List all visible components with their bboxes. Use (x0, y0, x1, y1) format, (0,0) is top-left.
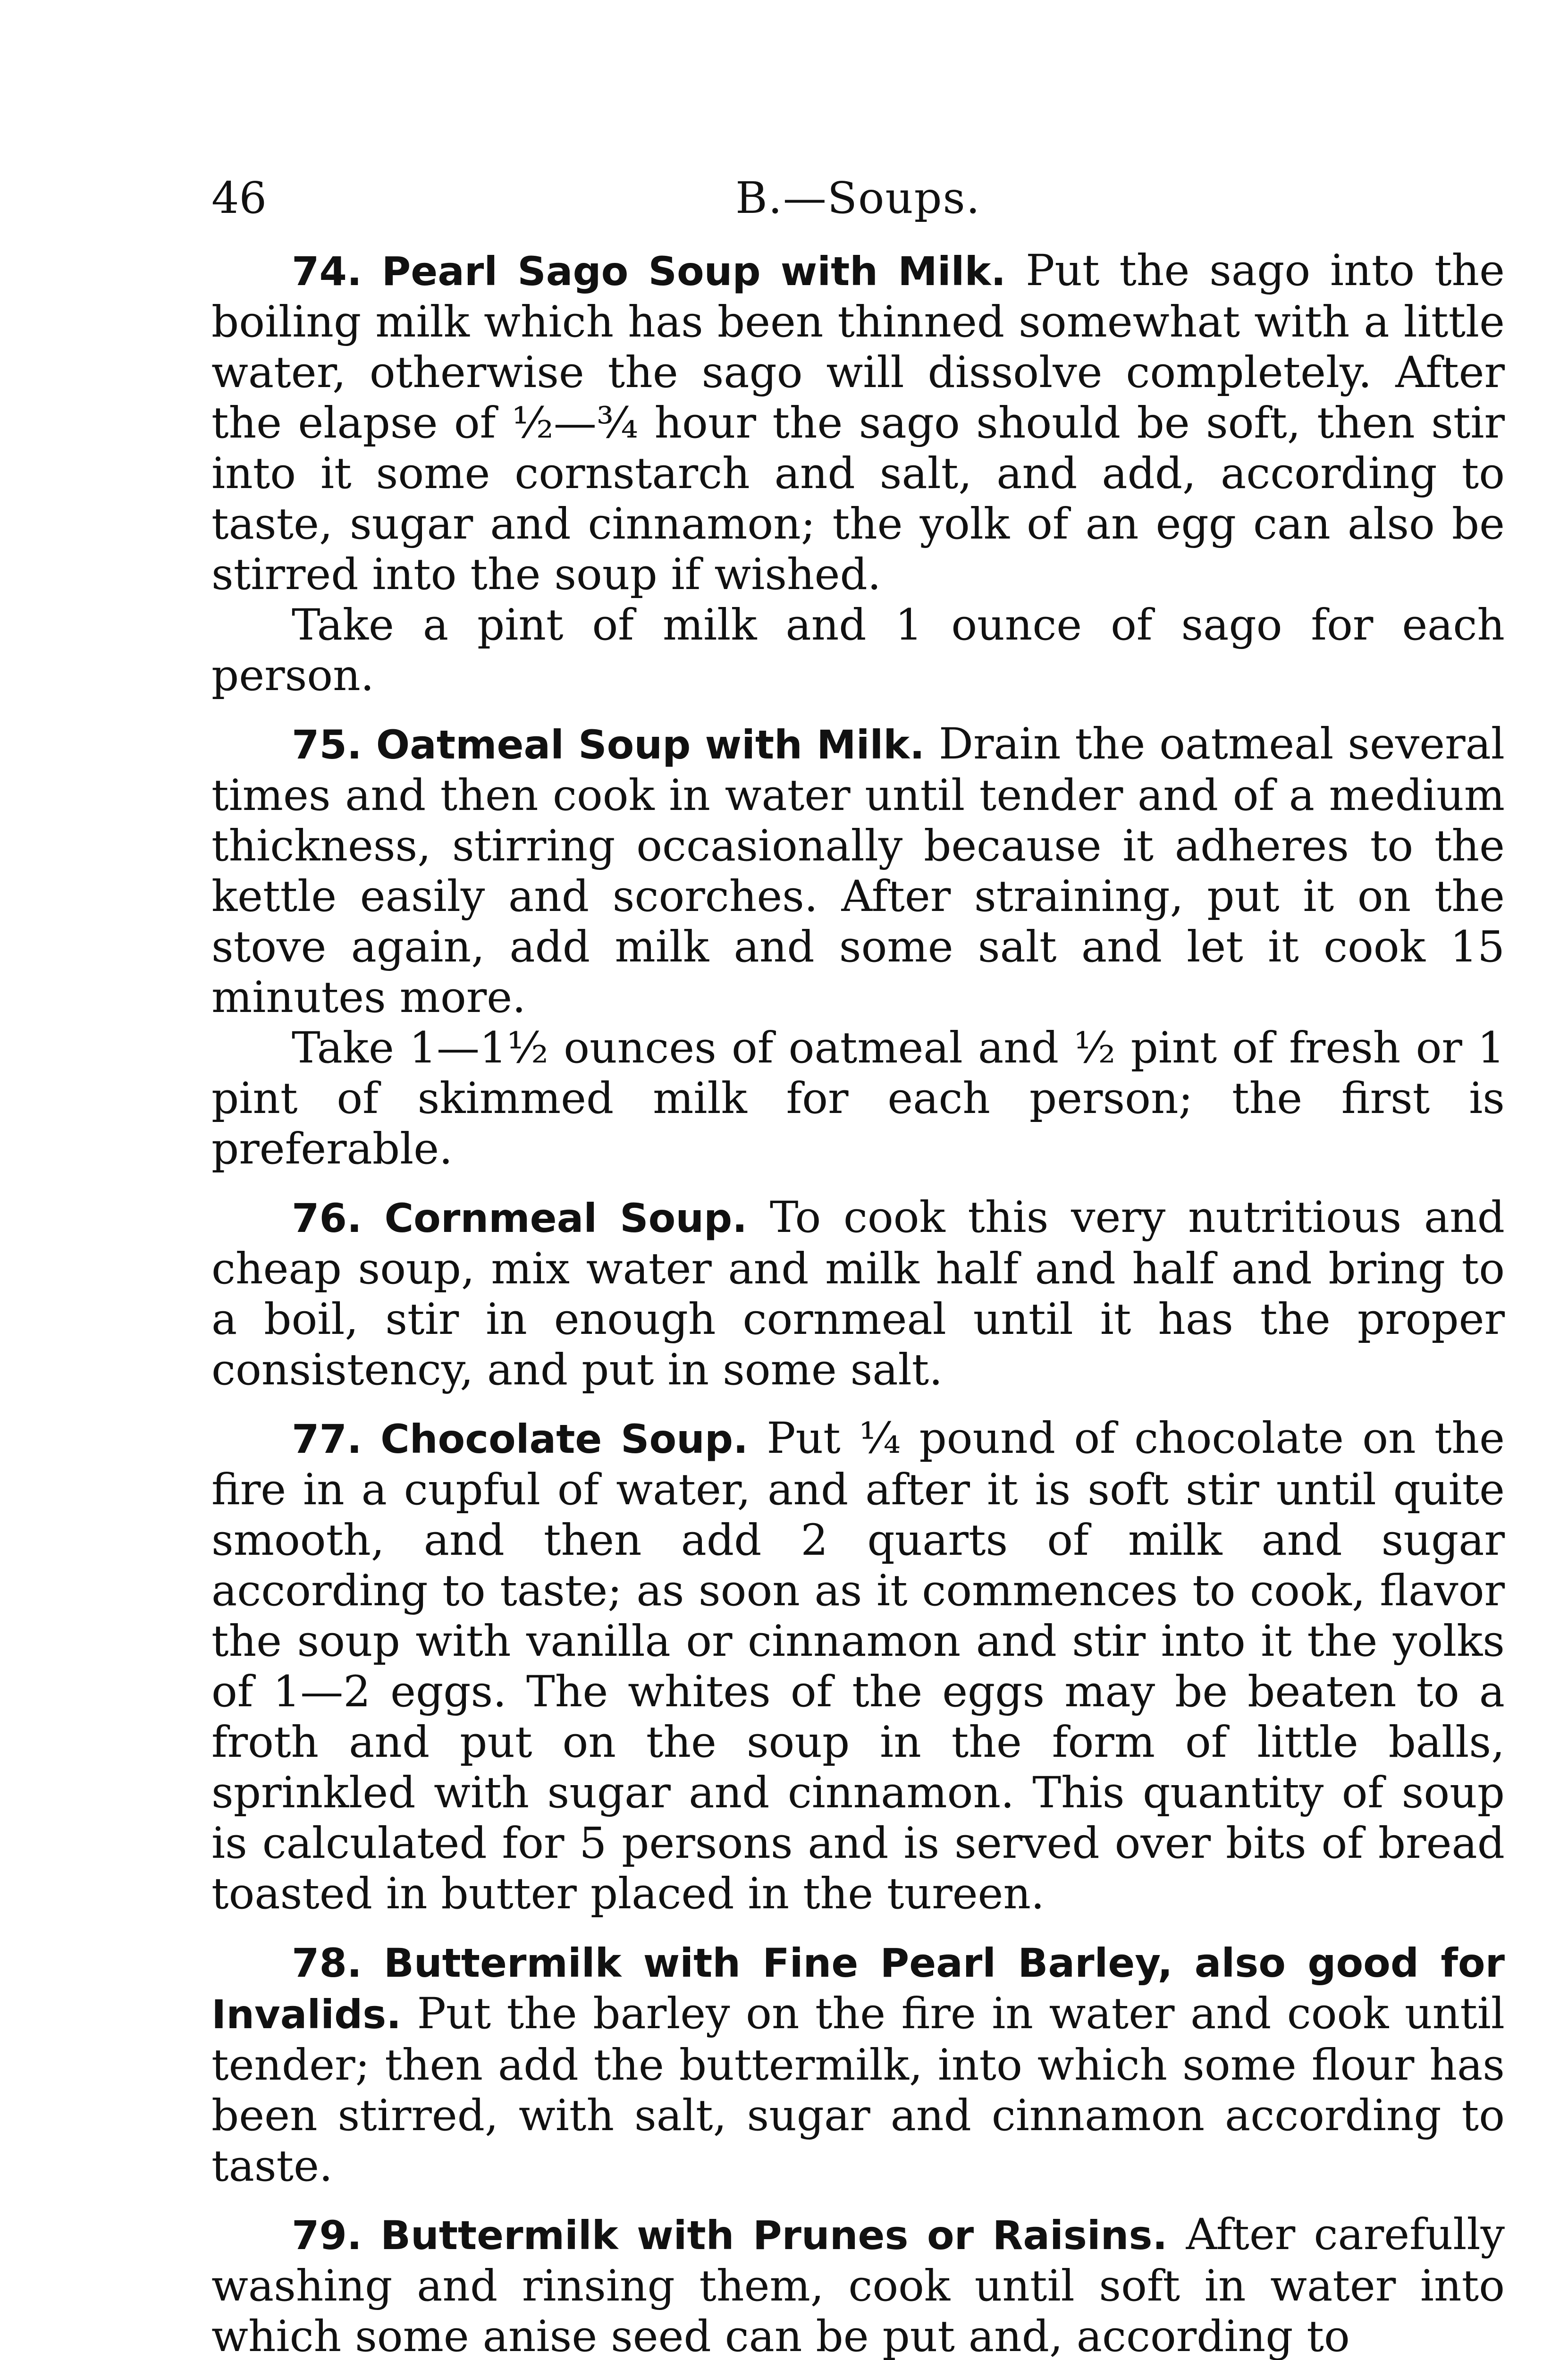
recipe-paragraph (211, 1937, 1505, 2191)
recipe-title: Chocolate Soup. (380, 1416, 749, 1462)
recipe-title: Cornmeal Soup. (384, 1195, 748, 1241)
recipe-number: 77. (292, 1416, 362, 1462)
recipe-number: 78. (292, 1940, 362, 1986)
recipe-75 (211, 719, 1505, 1174)
recipe-paragraph: Take a pint of milk and 1 ounce of sago for each person. (211, 600, 1505, 700)
recipe-77 (211, 1413, 1505, 1919)
running-head (211, 170, 1505, 227)
recipe-number: 74. (292, 248, 362, 295)
recipe-paragraph (211, 1413, 1505, 1919)
recipe-title: Buttermilk with Fine Pearl Barley, also good for Invalids. (211, 1940, 1505, 2038)
recipe-paragraph: Take 1—1½ ounces of oatmeal and ½ pint of fresh or 1 pint of skimmed milk for each person; the first is preferable. (211, 1023, 1505, 1174)
recipe-paragraph (211, 245, 1505, 600)
section-heading: B.—Soups. (735, 173, 981, 223)
page-number: 46 (211, 173, 267, 223)
recipe-paragraph (211, 719, 1505, 1023)
recipe-text: To cook this very nutritious and cheap soup, mix water and milk half and half and bring to a boil, stir in enough cornmeal until it has the proper consistency, and put in some salt. (211, 1193, 1505, 1395)
recipe-78 (211, 1937, 1505, 2191)
recipe-text: Put the sago into the boiling milk which has been thinned somewhat with a little water, otherwise the sago will dissolve completely. After the elapse of ½—¾ hour the sago should be soft, then stir into it some cornstarch and salt, and add, according to taste, sugar and cinnamon; the yolk of an egg can also be stirred into the soup if wished. (211, 246, 1505, 599)
recipe-74 (211, 245, 1505, 701)
recipe-text: Put ¼ pound of chocolate on the fire in a cupful of water, and after it is soft stir until quite smooth, and then add 2 quarts of milk and sugar according to taste; as soon as it commences to cook, flavor the soup with vanilla or cinnamon and stir into it the yolks of 1—2 eggs. The whites of the eggs may be beaten to a froth and put on the soup in the form of little balls, sprinkled with sugar and cinnamon. This quantity of soup is calculated for 5 persons and is served over bits of bread toasted in butter placed in the tureen. (211, 1414, 1505, 1919)
recipe-number: 76. (292, 1195, 362, 1241)
recipe-title: Pearl Sago Soup with Milk. (381, 248, 1006, 295)
recipe-number: 79. (292, 2212, 362, 2259)
recipe-paragraph (211, 1192, 1505, 1395)
recipe-paragraph (211, 2209, 1505, 2360)
recipe-79 (211, 2209, 1505, 2360)
recipe-76 (211, 1192, 1505, 1395)
recipe-number: 75. (292, 722, 362, 768)
recipe-text: After carefully washing and rinsing them, cook until soft in water into which some anise seed can be put and, according to (211, 2210, 1505, 2360)
recipe-text: Drain the oatmeal several times and then cook in water until tender and of a medium thickness, stirring occasionally because it adheres to the kettle easily and scorches. After straining, put it on the stove again, add milk and some salt and let it cook 15 minutes more. (211, 719, 1505, 1022)
recipe-title: Buttermilk with Prunes or Raisins. (380, 2212, 1168, 2259)
book-page (211, 170, 1505, 2360)
recipe-text: Put the barley on the fire in water and cook until tender; then add the buttermilk, into which some flour has been stirred, with salt, sugar and cinnamon according to taste. (211, 1989, 1505, 2191)
recipe-title: Oatmeal Soup with Milk. (376, 722, 925, 768)
